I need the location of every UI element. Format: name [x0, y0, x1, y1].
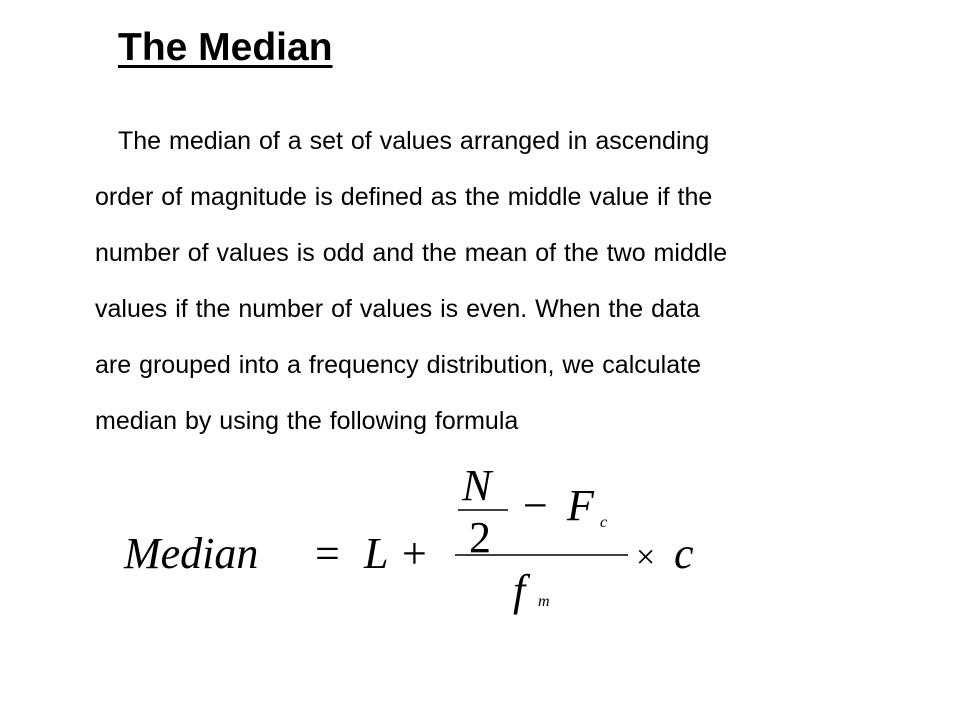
formula-equals-sign: = — [315, 529, 340, 578]
formula-median-label: Median — [124, 529, 259, 578]
formula-times-sign: × — [636, 539, 656, 576]
paragraph-line: median by using the following formula — [95, 407, 519, 435]
slide-title: The Median — [118, 26, 333, 69]
formula-median-class-frequency-subscript: m — [538, 593, 550, 610]
formula-cumulative-frequency-subscript: c — [600, 514, 608, 531]
formula-plus-sign: + — [402, 529, 427, 578]
formula-two-digit: 2 — [469, 513, 491, 562]
formula-minus-sign: − — [523, 481, 548, 530]
paragraph-line: values if the number of values is even. When the data — [95, 295, 700, 323]
formula-n-symbol: N — [462, 461, 492, 510]
formula-median-class-frequency: f — [513, 566, 526, 615]
paragraph-line: number of values is odd and the mean of the two middle — [95, 239, 728, 267]
formula-class-width: c — [674, 529, 694, 578]
formula-cumulative-frequency: F — [567, 481, 594, 530]
paragraph-line: order of magnitude is defined as the middle value if the — [95, 183, 713, 211]
paragraph-line: The median of a set of values arranged in ascending — [118, 127, 710, 155]
formula-lower-limit: L — [364, 529, 389, 578]
paragraph-line: are grouped into a frequency distribution, we calculate — [95, 351, 701, 379]
